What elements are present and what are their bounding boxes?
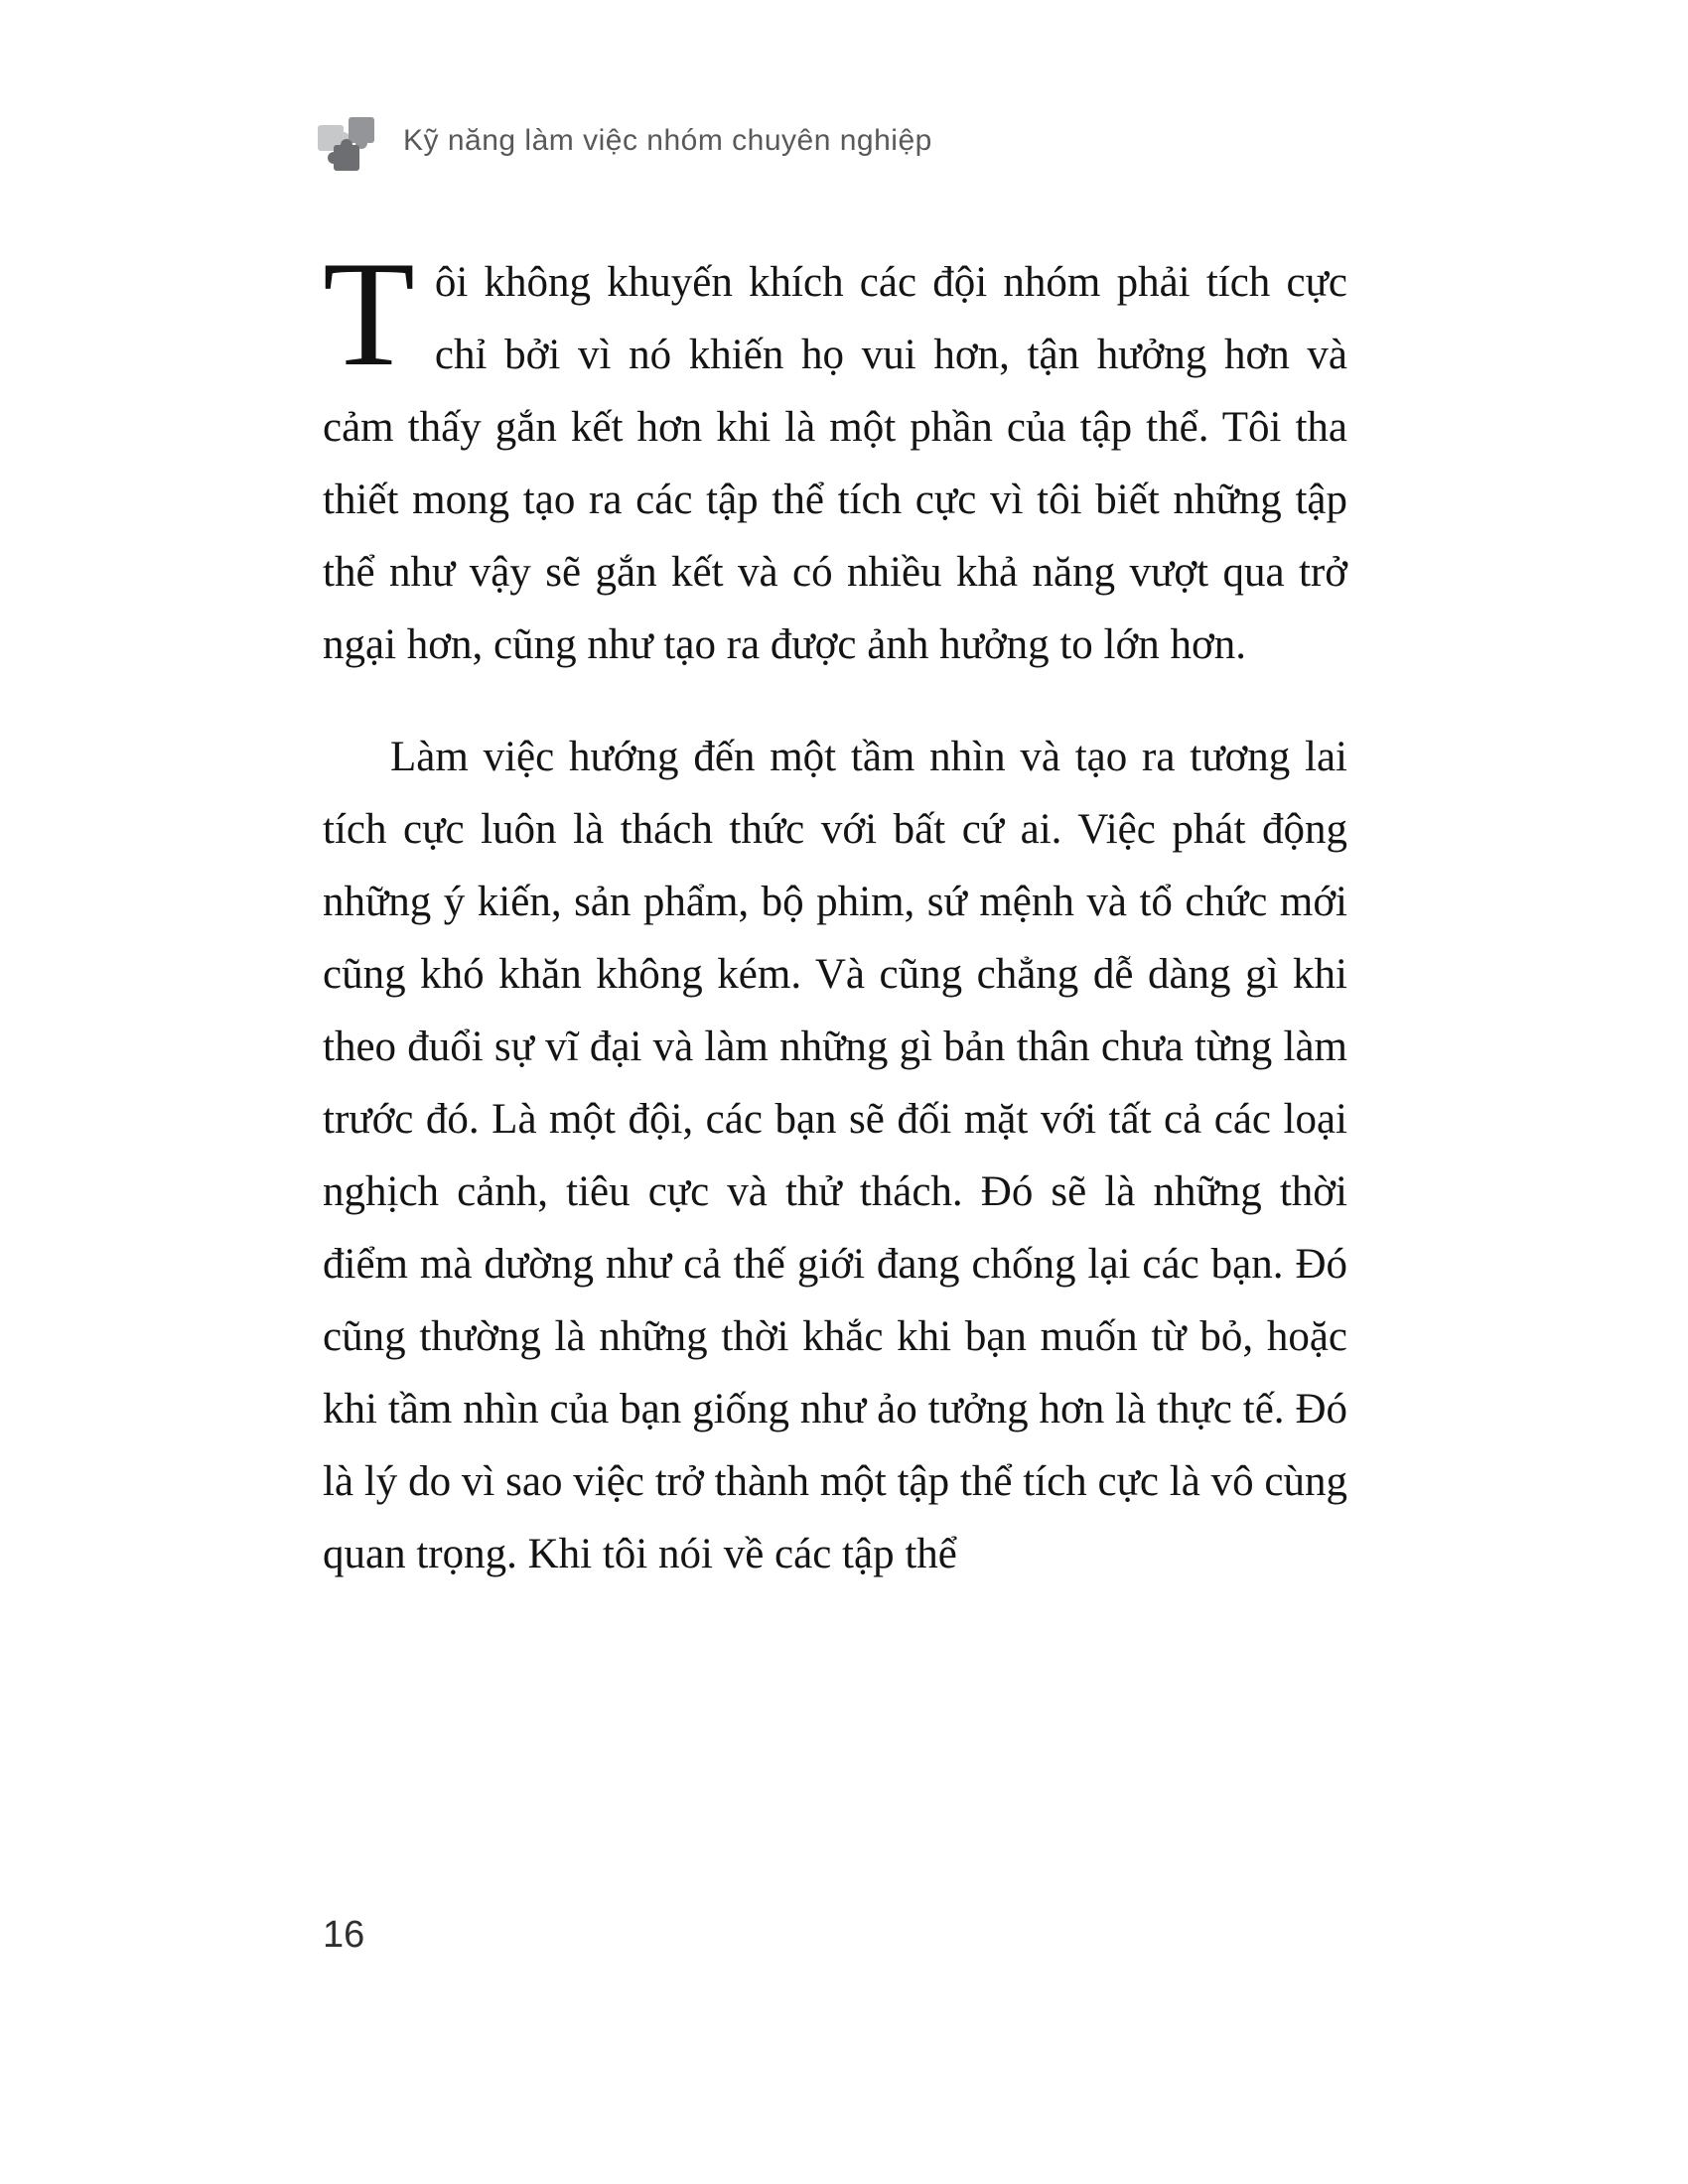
- puzzle-icon: [316, 111, 379, 175]
- body-text-column: [323, 230, 1347, 1590]
- book-title: Kỹ năng làm việc nhóm chuyên nghiệp: [403, 124, 932, 157]
- paragraph-2: Làm việc hướng đến một tầm nhìn và tạo ra tương lai tích cực luôn là thách thức với bất cứ ai. Việc phát động những ý kiến, sản phẩm, bộ phim, sứ mệnh và tổ chức mới cũng khó khăn không kém. Và cũng chẳng dễ dàng gì khi theo đuổi sự vĩ đại và làm những gì bản thân chưa từng làm trước đó. Là một đội, các bạn sẽ đối mặt với tất cả các loại nghịch cảnh, tiêu cực và thử thách. Đó sẽ là những thời điểm mà dường như cả thế giới đang chống lại các bạn. Đó cũng thường là những thời khắc khi bạn muốn từ bỏ, hoặc khi tầm nhìn của bạn giống như ảo tưởng hơn là thực tế. Đó là lý do vì sao việc trở thành một tập thể tích cực là vô cùng quan trọng. Khi tôi nói về các tập thể: [323, 734, 1347, 1577]
- page-number: 16: [323, 1914, 365, 1956]
- dropcap-letter: T: [323, 230, 415, 397]
- paragraph-1-text: ôi không khuyến khích các đội nhóm phải tích cực chỉ bởi vì nó khiến họ vui hơn, tận hưởng hơn và cảm thấy gắn kết hơn khi là một phần của tập thể. Tôi tha thiết mong tạo ra các tập thể tích cực vì tôi biết những tập thể như vậy sẽ gắn kết và có nhiều khả năng vượt qua trở ngại hơn, cũng như tạo ra được ảnh hưởng to lớn hơn.: [323, 259, 1347, 668]
- paragraph-1: [323, 230, 1347, 681]
- page-header: [316, 111, 932, 175]
